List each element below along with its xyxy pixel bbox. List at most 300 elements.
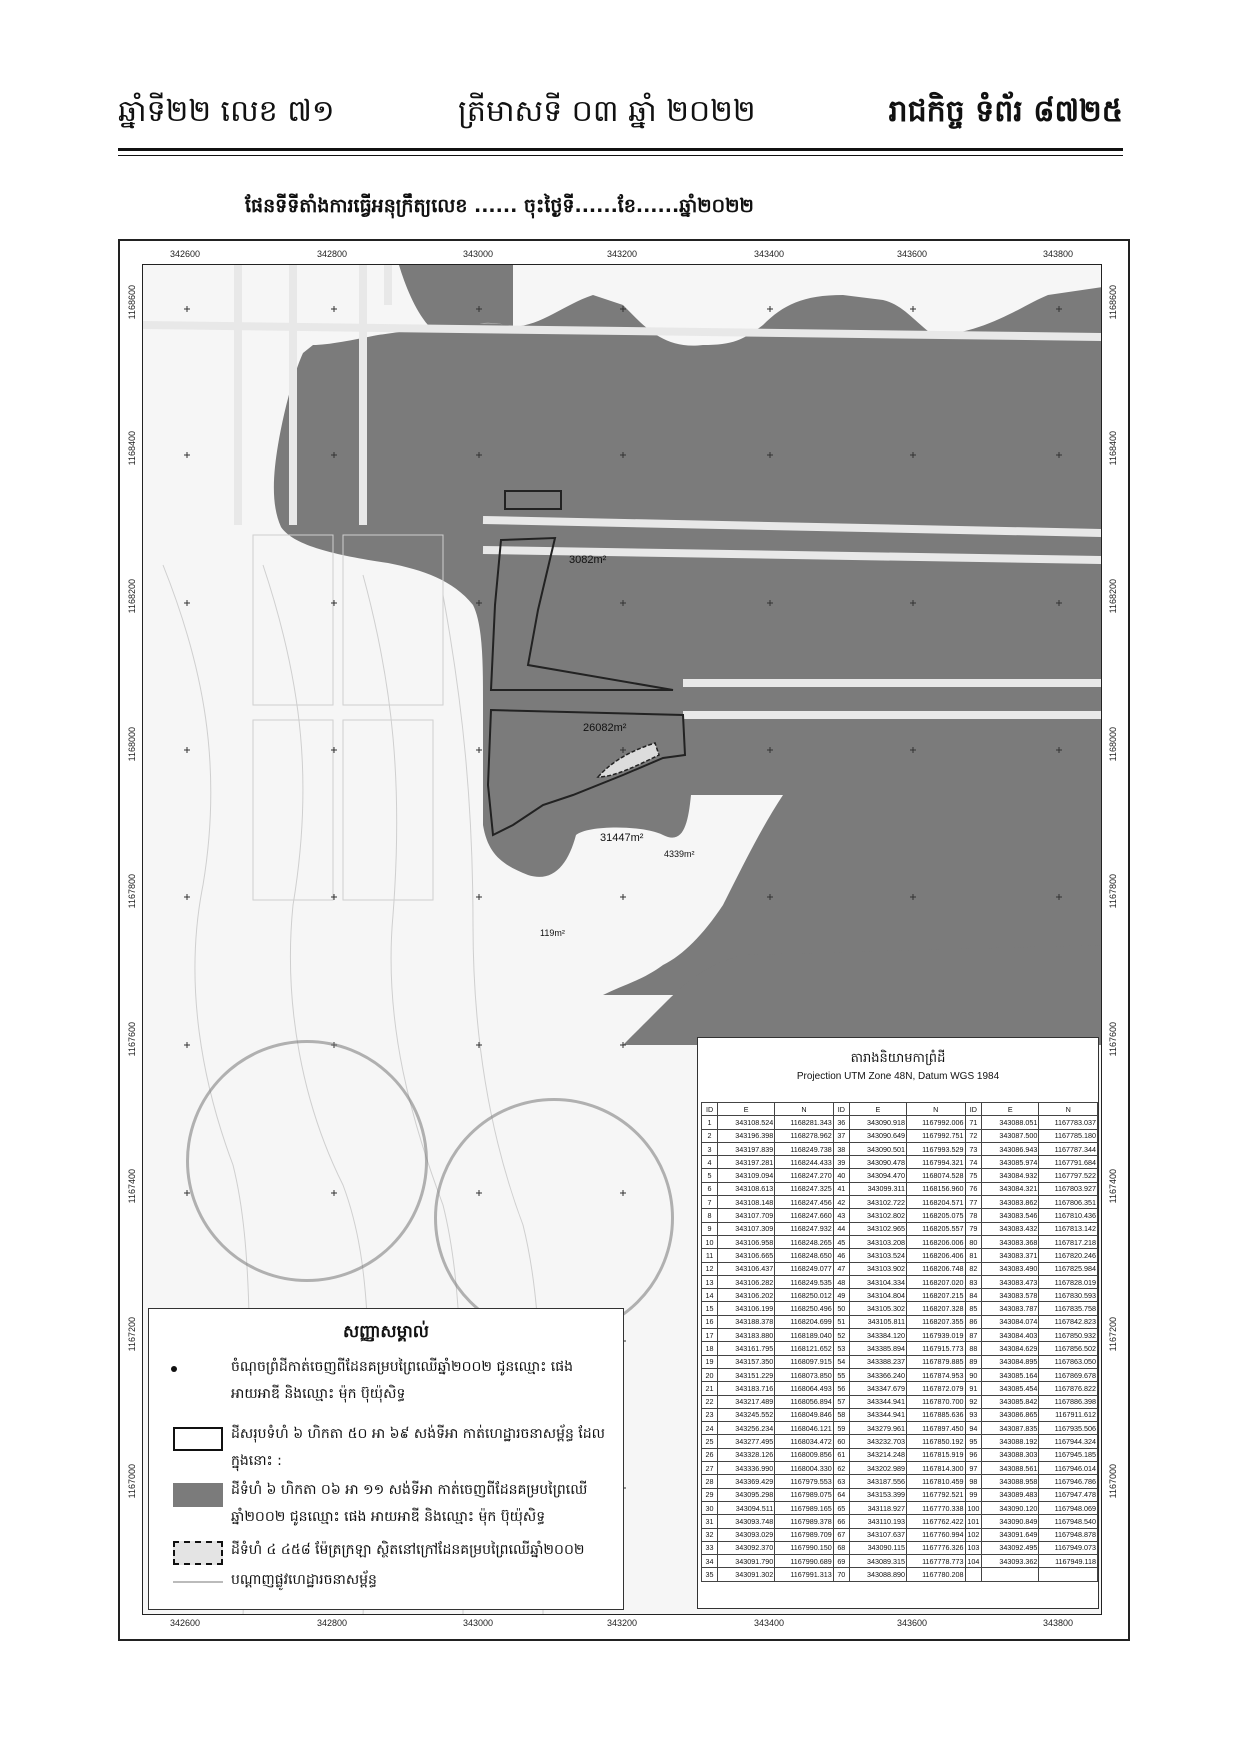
- coordinate-cell: 22: [702, 1395, 718, 1408]
- coordinate-cell: 1168046.121: [775, 1422, 834, 1435]
- coordinate-cell: 343094.470: [849, 1169, 906, 1182]
- coordinate-cell: 70: [833, 1568, 849, 1581]
- coordinate-cell: 343103.902: [849, 1262, 906, 1275]
- coordinate-cell: 1167830.593: [1039, 1289, 1098, 1302]
- coordinate-cell: 343108.148: [718, 1196, 775, 1209]
- coordinate-cell: 343087.835: [982, 1422, 1039, 1435]
- coordinate-cell: 343118.927: [849, 1501, 906, 1514]
- coordinate-cell: 1168278.962: [775, 1129, 834, 1142]
- coordinate-row: [702, 1235, 1098, 1248]
- coordinate-row: [702, 1209, 1098, 1222]
- coordinate-cell: 343091.649: [982, 1528, 1039, 1541]
- coordinate-cell: 20: [702, 1368, 718, 1381]
- coordinate-cell: 21: [702, 1382, 718, 1395]
- coordinate-cell: 15: [702, 1302, 718, 1315]
- coordinate-cell: 343085.454: [982, 1382, 1039, 1395]
- coordinate-row: [702, 1315, 1098, 1328]
- coordinate-cell: 12: [702, 1262, 718, 1275]
- page-header-page-number: រាជកិច្ច ទំព័រ ៨៧២៥: [888, 94, 1123, 129]
- coordinate-cell: 45: [833, 1235, 849, 1248]
- coordinate-row: [702, 1342, 1098, 1355]
- official-seal-left: [186, 1040, 428, 1282]
- forest-cover-region: [274, 265, 1102, 995]
- coordinate-cell: 9: [702, 1222, 718, 1235]
- coordinate-cell: 1168074.528: [907, 1169, 966, 1182]
- coordinate-cell: 1167863.050: [1039, 1355, 1098, 1368]
- coordinate-cell: 1167820.246: [1039, 1249, 1098, 1262]
- coordinate-cell: 1168247.325: [775, 1182, 834, 1195]
- coordinate-cell: 31: [702, 1515, 718, 1528]
- coordinate-cell: 1167935.506: [1039, 1422, 1098, 1435]
- coordinate-row: [702, 1422, 1098, 1435]
- coordinate-cell: 26: [702, 1448, 718, 1461]
- legend-title: សញ្ញាសម្គាល់: [343, 1322, 429, 1342]
- coordinate-cell: 1168009.856: [775, 1448, 834, 1461]
- coordinate-cell: 343384.120: [849, 1329, 906, 1342]
- coordinate-cell: 77: [965, 1196, 982, 1209]
- coordinate-cell: 28: [702, 1475, 718, 1488]
- coordinate-cell: 55: [833, 1368, 849, 1381]
- coordinate-cell: 1167991.313: [775, 1568, 834, 1581]
- coordinate-cell: 97: [965, 1462, 982, 1475]
- coordinate-cell: 343366.240: [849, 1368, 906, 1381]
- coordinate-cell: 83: [965, 1275, 982, 1288]
- coordinate-cell: 343083.578: [982, 1289, 1039, 1302]
- coordinate-cell: 343090.918: [849, 1116, 906, 1129]
- coordinate-cell: 1168249.738: [775, 1142, 834, 1155]
- coordinate-cell: 1167810.459: [907, 1475, 966, 1488]
- coordinate-cell: [1039, 1568, 1098, 1581]
- coordinate-cell: 17: [702, 1329, 718, 1342]
- coordinate-cell: 1168205.075: [907, 1209, 966, 1222]
- coordinate-cell: 14: [702, 1289, 718, 1302]
- coordinate-cell: 1168189.040: [775, 1329, 834, 1342]
- coordinate-cell: 343088.890: [849, 1568, 906, 1581]
- coordinate-cell: 51: [833, 1315, 849, 1328]
- coordinate-row: [702, 1501, 1098, 1514]
- coordinate-cell: 98: [965, 1475, 982, 1488]
- legend-item-outside-land: ដីទំហំ ៤ ៤៥៨ ម៉ែត្រក្រឡា ស្ថិតនៅក្រៅដែនគម្របព្រៃឈើឆ្នាំ២០០២: [161, 1537, 621, 1567]
- x-tick-label-bottom: 343800: [1043, 1618, 1074, 1628]
- coordinate-cell: 6: [702, 1182, 718, 1195]
- coordinate-cell: 343107.309: [718, 1222, 775, 1235]
- coordinate-cell: 91: [965, 1382, 982, 1395]
- x-tick-label-top: 343800: [1043, 249, 1074, 259]
- coordinate-cell: 1167828.019: [1039, 1275, 1098, 1288]
- coordinate-cell: 1168207.215: [907, 1289, 966, 1302]
- coordinate-row: [702, 1488, 1098, 1501]
- coordinate-row: [702, 1302, 1098, 1315]
- coordinate-cell: 1167885.636: [907, 1408, 966, 1421]
- coordinate-cell: 44: [833, 1222, 849, 1235]
- coordinate-cell: 343183.880: [718, 1329, 775, 1342]
- coordinate-cell: 343388.237: [849, 1355, 906, 1368]
- coordinate-cell: 1167791.684: [1039, 1156, 1098, 1169]
- coordinate-cell: 1167760.994: [907, 1528, 966, 1541]
- coordinate-cell: 343157.350: [718, 1355, 775, 1368]
- coordinate-cell: 1167778.773: [907, 1555, 966, 1568]
- coordinate-cell: 1168064.493: [775, 1382, 834, 1395]
- coordinate-cell: 343347.679: [849, 1382, 906, 1395]
- legend-item-boundary-point: ចំណុចព្រំដីកាត់ចេញពីដែនគម្របព្រៃឈើឆ្នាំ២០០២ ជូនឈ្មោះ ផេង អាយអាឌី និងឈ្មោះ ម៉ុក ប៊ុយ៉ុសិទ្ធ: [161, 1354, 621, 1414]
- coordinate-cell: 1167806.351: [1039, 1196, 1098, 1209]
- coordinate-cell: 67: [833, 1528, 849, 1541]
- header-rule-thin: [118, 155, 1123, 156]
- y-tick-label-left: 1168000: [127, 727, 137, 762]
- coordinate-cell: 66: [833, 1515, 849, 1528]
- coordinate-cell: 87: [965, 1329, 982, 1342]
- coordinate-cell: 80: [965, 1235, 982, 1248]
- coordinate-cell: 1167792.521: [907, 1488, 966, 1501]
- coordinate-cell: 56: [833, 1382, 849, 1395]
- coordinate-cell: 1168205.557: [907, 1222, 966, 1235]
- x-tick-label-top: 342800: [317, 249, 348, 259]
- coordinate-cell: 1167815.919: [907, 1448, 966, 1461]
- coordinate-cell: 1167947.478: [1039, 1488, 1098, 1501]
- coordinate-cell: 1167783.037: [1039, 1116, 1098, 1129]
- coordinate-row: [702, 1475, 1098, 1488]
- coordinate-cell: 1167842.823: [1039, 1315, 1098, 1328]
- white-box-symbol-icon: [173, 1427, 223, 1451]
- coordinate-cell: 343369.429: [718, 1475, 775, 1488]
- x-tick-label-bottom: 343600: [897, 1618, 928, 1628]
- coordinate-cell: 1167939.019: [907, 1329, 966, 1342]
- coordinate-cell: 343090.478: [849, 1156, 906, 1169]
- coordinate-cell: 18: [702, 1342, 718, 1355]
- coordinate-column-header: N: [1039, 1103, 1098, 1116]
- coordinate-cell: 1167945.185: [1039, 1448, 1098, 1461]
- coordinate-cell: 36: [833, 1116, 849, 1129]
- coordinate-cell: 343197.281: [718, 1156, 775, 1169]
- coordinate-row: [702, 1448, 1098, 1461]
- coordinate-cell: 343279.961: [849, 1422, 906, 1435]
- coordinate-row: [702, 1541, 1098, 1554]
- dashed-box-symbol-icon: [173, 1541, 223, 1565]
- coordinate-cell: 1168247.456: [775, 1196, 834, 1209]
- coordinate-cell: 343108.613: [718, 1182, 775, 1195]
- coordinate-cell: 343107.709: [718, 1209, 775, 1222]
- coordinate-cell: 1168207.328: [907, 1302, 966, 1315]
- coordinate-cell: 90: [965, 1368, 982, 1381]
- coordinate-cell: 343088.303: [982, 1448, 1039, 1461]
- coordinate-table-box: [697, 1037, 1099, 1609]
- y-tick-label-left: 1168400: [127, 431, 137, 466]
- coordinate-cell: 1167946.014: [1039, 1462, 1098, 1475]
- legend-item-cut-land: ដីទំហំ ៦ ហិកតា ០៦ អា ១១ សង់ទីអា កាត់ចេញពីដែនគម្របព្រៃឈើឆ្នាំ២០០២ ជូនឈ្មោះ ផេង អាយអាឌី និងឈ្មោះ ម៉ុក ប៊ុយ៉ុសិទ្ធ: [161, 1477, 621, 1537]
- coordinate-cell: 24: [702, 1422, 718, 1435]
- coordinate-cell: 86: [965, 1315, 982, 1328]
- coordinate-cell: 343085.974: [982, 1156, 1039, 1169]
- coordinate-cell: 1168097.915: [775, 1355, 834, 1368]
- coordinate-cell: 89: [965, 1355, 982, 1368]
- coordinate-cell: 343084.403: [982, 1329, 1039, 1342]
- coordinate-cell: 46: [833, 1249, 849, 1262]
- coordinate-cell: 82: [965, 1262, 982, 1275]
- coordinate-row: [702, 1196, 1098, 1209]
- coordinate-cell: 29: [702, 1488, 718, 1501]
- coordinate-cell: 343106.958: [718, 1235, 775, 1248]
- coordinate-cell: 343083.787: [982, 1302, 1039, 1315]
- coordinate-cell: 343188.378: [718, 1315, 775, 1328]
- coordinate-row: [702, 1462, 1098, 1475]
- page-header-issue: ឆ្នាំទី២២ លេខ ៧១: [118, 94, 335, 129]
- coordinate-cell: 1167856.502: [1039, 1342, 1098, 1355]
- legend-item-total-land: ដីសរុបទំហំ ៦ ហិកតា ៥០ អា ៦៩ សង់ទីអា កាត់ហេដ្ឋារចនាសម្ព័ន្ធ ដែលក្នុងនោះ :: [161, 1421, 621, 1481]
- coordinate-cell: 343277.495: [718, 1435, 775, 1448]
- coordinate-column-header: E: [849, 1103, 906, 1116]
- coordinate-row: [702, 1275, 1098, 1288]
- coordinate-cell: 48: [833, 1275, 849, 1288]
- coordinate-cell: 1167879.885: [907, 1355, 966, 1368]
- coordinate-cell: 343086.943: [982, 1142, 1039, 1155]
- coordinate-cell: 81: [965, 1249, 982, 1262]
- coordinate-cell: 47: [833, 1262, 849, 1275]
- coordinate-cell: 343094.511: [718, 1501, 775, 1514]
- coordinate-cell: 343093.029: [718, 1528, 775, 1541]
- coordinate-cell: 62: [833, 1462, 849, 1475]
- x-tick-label-top: 342600: [170, 249, 201, 259]
- coordinate-table: [701, 1102, 1098, 1582]
- coordinate-cell: 343083.371: [982, 1249, 1039, 1262]
- coordinate-cell: 343091.302: [718, 1568, 775, 1581]
- coordinate-cell: 64: [833, 1488, 849, 1501]
- coordinate-row: [702, 1528, 1098, 1541]
- coordinate-cell: 1167993.529: [907, 1142, 966, 1155]
- x-tick-label-top: 343200: [607, 249, 638, 259]
- coordinate-cell: 343083.546: [982, 1209, 1039, 1222]
- coordinate-cell: 343089.315: [849, 1555, 906, 1568]
- coordinate-row: [702, 1395, 1098, 1408]
- x-tick-label-bottom: 342600: [170, 1618, 201, 1628]
- coordinate-cell: 69: [833, 1555, 849, 1568]
- coordinate-cell: 343217.489: [718, 1395, 775, 1408]
- coordinate-cell: 343105.302: [849, 1302, 906, 1315]
- y-tick-label-right: 1167400: [1108, 1169, 1118, 1204]
- coordinate-cell: 1167850.192: [907, 1435, 966, 1448]
- coordinate-cell: 1167989.709: [775, 1528, 834, 1541]
- coordinate-cell: 1167810.436: [1039, 1209, 1098, 1222]
- coordinate-cell: 52: [833, 1329, 849, 1342]
- coordinate-cell: 1167948.878: [1039, 1528, 1098, 1541]
- coordinate-row: [702, 1262, 1098, 1275]
- coordinate-cell: 95: [965, 1435, 982, 1448]
- coordinate-cell: 343102.802: [849, 1209, 906, 1222]
- map-title: ផែនទីទីតាំងការធ្វើអនុក្រឹត្យលេខ ...... ចុះថ្ងៃទី......ខែ......ឆ្នាំ២០២២: [245, 195, 754, 217]
- area-label-31447: 31447m²: [600, 832, 644, 844]
- coordinate-cell: 1167825.984: [1039, 1262, 1098, 1275]
- area-label-3082: 3082m²: [569, 554, 607, 566]
- coordinate-cell: 63: [833, 1475, 849, 1488]
- coordinate-column-header: N: [907, 1103, 966, 1116]
- y-tick-label-right: 1167000: [1108, 1464, 1118, 1499]
- coordinate-cell: 343103.208: [849, 1235, 906, 1248]
- coordinate-cell: 343088.192: [982, 1435, 1039, 1448]
- coordinate-cell: 1167886.398: [1039, 1395, 1098, 1408]
- coordinate-cell: 1167979.553: [775, 1475, 834, 1488]
- coordinate-cell: 41: [833, 1182, 849, 1195]
- coordinate-cell: 343090.115: [849, 1541, 906, 1554]
- y-tick-label-right: 1168200: [1108, 579, 1118, 614]
- coordinate-cell: 1167989.165: [775, 1501, 834, 1514]
- coordinate-cell: 343083.473: [982, 1275, 1039, 1288]
- coordinate-cell: 71: [965, 1116, 982, 1129]
- coordinate-cell: 50: [833, 1302, 849, 1315]
- coordinate-cell: 343151.229: [718, 1368, 775, 1381]
- coordinate-cell: 1167870.700: [907, 1395, 966, 1408]
- coordinate-cell: 88: [965, 1342, 982, 1355]
- coordinate-cell: 343093.748: [718, 1515, 775, 1528]
- coordinate-cell: 40: [833, 1169, 849, 1182]
- coordinate-cell: 1167803.927: [1039, 1182, 1098, 1195]
- coordinate-cell: 343084.895: [982, 1355, 1039, 1368]
- coordinate-cell: 1168249.077: [775, 1262, 834, 1275]
- coordinate-cell: 343344.941: [849, 1408, 906, 1421]
- coordinate-cell: 61: [833, 1448, 849, 1461]
- coordinate-cell: 1167948.069: [1039, 1501, 1098, 1514]
- coordinate-row: [702, 1116, 1098, 1129]
- coordinate-cell: 343106.437: [718, 1262, 775, 1275]
- coordinate-cell: 1167989.378: [775, 1515, 834, 1528]
- x-tick-label-bottom: 343000: [463, 1618, 494, 1628]
- coordinate-cell: 73: [965, 1142, 982, 1155]
- coordinate-cell: 59: [833, 1422, 849, 1435]
- coordinate-cell: 343087.500: [982, 1129, 1039, 1142]
- coordinate-cell: 38: [833, 1142, 849, 1155]
- coordinate-cell: 19: [702, 1355, 718, 1368]
- coordinate-cell: 343214.248: [849, 1448, 906, 1461]
- coordinate-cell: 68: [833, 1541, 849, 1554]
- coordinate-cell: 343083.432: [982, 1222, 1039, 1235]
- coordinate-cell: 343109.094: [718, 1169, 775, 1182]
- coordinate-cell: 1168248.265: [775, 1235, 834, 1248]
- coordinate-cell: 1168004.330: [775, 1462, 834, 1475]
- dot-symbol-icon: [171, 1366, 177, 1372]
- coordinate-cell: 343093.362: [982, 1555, 1039, 1568]
- x-tick-label-bottom: 343400: [754, 1618, 785, 1628]
- coordinate-cell: 1167813.142: [1039, 1222, 1098, 1235]
- coordinate-cell: 1167814.300: [907, 1462, 966, 1475]
- coordinate-cell: 343084.932: [982, 1169, 1039, 1182]
- coordinate-cell: 13: [702, 1275, 718, 1288]
- coordinate-cell: 1168250.496: [775, 1302, 834, 1315]
- coordinate-cell: 102: [965, 1528, 982, 1541]
- coordinate-cell: 1168156.960: [907, 1182, 966, 1195]
- coordinate-cell: 94: [965, 1422, 982, 1435]
- coordinate-cell: 1167994.321: [907, 1156, 966, 1169]
- coordinate-cell: 103: [965, 1541, 982, 1554]
- y-tick-label-right: 1167600: [1108, 1022, 1118, 1057]
- coordinate-cell: 16: [702, 1315, 718, 1328]
- coordinate-cell: 99: [965, 1488, 982, 1501]
- coordinate-cell: 343153.399: [849, 1488, 906, 1501]
- coordinate-cell: 1168281.343: [775, 1116, 834, 1129]
- y-tick-label-left: 1168600: [127, 285, 137, 320]
- coordinate-cell: 1167992.751: [907, 1129, 966, 1142]
- coordinate-cell: 72: [965, 1129, 982, 1142]
- coordinate-row: [702, 1368, 1098, 1381]
- y-tick-label-left: 1167200: [127, 1317, 137, 1352]
- coordinate-cell: 100: [965, 1501, 982, 1514]
- coordinate-cell: 1167785.180: [1039, 1129, 1098, 1142]
- coordinate-cell: 343245.552: [718, 1408, 775, 1421]
- coordinate-cell: 74: [965, 1156, 982, 1169]
- coordinate-cell: 343197.839: [718, 1142, 775, 1155]
- legend-item-road-network: បណ្តាញផ្លូវហេដ្ឋារចនាសម្ព័ន្ធ: [161, 1567, 621, 1597]
- coordinate-cell: 343095.298: [718, 1488, 775, 1501]
- coordinate-column-header: ID: [702, 1103, 718, 1116]
- coordinate-cell: 1167915.773: [907, 1342, 966, 1355]
- coordinate-cell: 1167911.612: [1039, 1408, 1098, 1421]
- coordinate-cell: 1167780.208: [907, 1568, 966, 1581]
- coordinate-row: [702, 1435, 1098, 1448]
- y-tick-label-right: 1168000: [1108, 727, 1118, 762]
- coordinate-cell: 85: [965, 1302, 982, 1315]
- coordinate-row: [702, 1222, 1098, 1235]
- coordinate-cell: 1167897.450: [907, 1422, 966, 1435]
- coordinate-cell: 2: [702, 1129, 718, 1142]
- coordinate-cell: 1167787.344: [1039, 1142, 1098, 1155]
- coordinate-cell: 1167946.786: [1039, 1475, 1098, 1488]
- coordinate-column-header: E: [982, 1103, 1039, 1116]
- coordinate-cell: 1168121.652: [775, 1342, 834, 1355]
- coordinate-cell: 1167990.689: [775, 1555, 834, 1568]
- coordinate-column-header: N: [775, 1103, 834, 1116]
- x-tick-label-bottom: 343200: [607, 1618, 638, 1628]
- coordinate-cell: 35: [702, 1568, 718, 1581]
- page-header-quarter: ត្រីមាសទី ០៣ ឆ្នាំ ២០២២: [458, 94, 756, 129]
- coordinate-cell: [965, 1568, 982, 1581]
- coordinate-cell: 1167835.758: [1039, 1302, 1098, 1315]
- coordinate-cell: [982, 1568, 1039, 1581]
- coordinate-cell: 343088.561: [982, 1462, 1039, 1475]
- coordinate-cell: 343086.865: [982, 1408, 1039, 1421]
- coordinate-cell: 343085.164: [982, 1368, 1039, 1381]
- coordinate-cell: 1167944.324: [1039, 1435, 1098, 1448]
- x-tick-label-top: 343600: [897, 249, 928, 259]
- coordinate-row: [702, 1568, 1098, 1581]
- coordinate-cell: 1168244.433: [775, 1156, 834, 1169]
- x-tick-label-top: 343000: [463, 249, 494, 259]
- coordinate-cell: 49: [833, 1289, 849, 1302]
- y-tick-label-left: 1167800: [127, 874, 137, 909]
- coordinate-cell: 92: [965, 1395, 982, 1408]
- coordinate-cell: 27: [702, 1462, 718, 1475]
- coordinate-cell: 1167797.522: [1039, 1169, 1098, 1182]
- coordinate-cell: 11: [702, 1249, 718, 1262]
- coordinate-cell: 93: [965, 1408, 982, 1421]
- coordinate-cell: 53: [833, 1342, 849, 1355]
- coordinate-cell: 1167872.079: [907, 1382, 966, 1395]
- coordinate-cell: 25: [702, 1435, 718, 1448]
- coordinate-cell: 343161.795: [718, 1342, 775, 1355]
- coordinate-cell: 1167776.326: [907, 1541, 966, 1554]
- coordinate-cell: 8: [702, 1209, 718, 1222]
- coordinate-cell: 343105.811: [849, 1315, 906, 1328]
- coordinate-cell: 1: [702, 1116, 718, 1129]
- y-tick-label-left: 1167400: [127, 1169, 137, 1204]
- y-tick-label-right: 1167200: [1108, 1317, 1118, 1352]
- coordinate-cell: 1168247.660: [775, 1209, 834, 1222]
- coordinate-cell: 343083.490: [982, 1262, 1039, 1275]
- coordinate-cell: 343088.051: [982, 1116, 1039, 1129]
- coordinate-cell: 343256.234: [718, 1422, 775, 1435]
- coordinate-cell: 1168073.850: [775, 1368, 834, 1381]
- road-line-symbol-icon: [173, 1581, 223, 1583]
- coordinate-row: [702, 1169, 1098, 1182]
- coordinate-cell: 343232.703: [849, 1435, 906, 1448]
- coordinate-row: [702, 1182, 1098, 1195]
- coordinate-cell: 343336.990: [718, 1462, 775, 1475]
